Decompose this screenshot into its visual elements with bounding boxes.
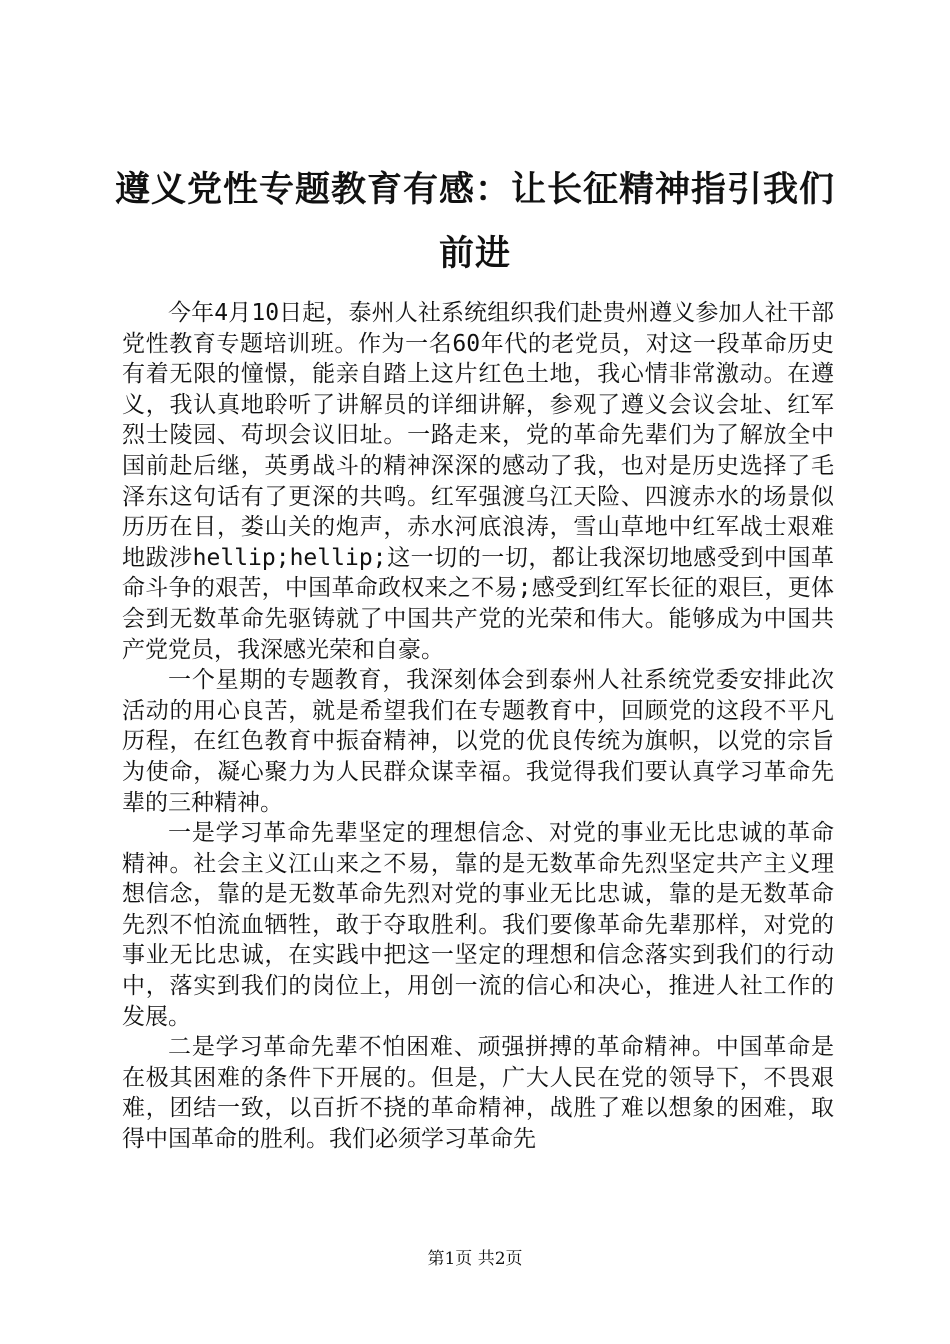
document-body bbox=[122, 298, 834, 1155]
page-number-footer: 第1页 共2页 bbox=[427, 1249, 523, 1269]
paragraph-1: 今年4月10日起，泰州人社系统组织我们赴贵州遵义参加人社干部党性教育专题培训班。作为一名60年代的老党员，对这一段革命历史有着无限的憧憬，能亲自踏上这片红色土地，我心情非常激动。在遵义，我认真地聆听了讲解员的详细讲解，参观了遵义会议会址、红军烈士陵园、苟坝会议旧址。一路走来，党的革命先辈们为了解放全中国前赴后继，英勇战斗的精神深深的感动了我，也对是历史选择了毛泽东这句话有了更深的共鸣。红军强渡乌江天险、四渡赤水的场景似历历在目，娄山关的炮声，赤水河底浪涛，雪山草地中红军战士艰难地跋涉hellip;hellip;这一切的一切，都让我深切地感受到中国革命斗争的艰苦，中国革命政权来之不易;感受到红军长征的艰巨，更体会到无数革命先驱铸就了中国共产党的光荣和伟大。能够成为中国共产党党员，我深感光荣和自豪。 bbox=[122, 300, 834, 663]
paragraph-3: 一是学习革命先辈坚定的理想信念、对党的事业无比忠诚的革命精神。社会主义江山来之不易，靠的是无数革命先烈坚定共产主义理想信念，靠的是无数革命先烈对党的事业无比忠诚，靠的是无数革命先烈不怕流血牺牲，敢于夺取胜利。我们要像革命先辈那样，对党的事业无比忠诚，在实践中把这一坚定的理想和信念落实到我们的行动中，落实到我们的岗位上，用创一流的信心和决心，推进人社工作的发展。 bbox=[122, 820, 834, 1030]
document-title: 遵义党性专题教育有感：让长征精神指引我们前进 bbox=[115, 169, 836, 274]
paragraph-4: 二是学习革命先辈不怕困难、顽强拼搏的革命精神。中国革命是在极其困难的条件下开展的。但是，广大人民在党的领导下，不畏艰难，团结一致，以百折不挠的革命精神，战胜了难以想象的困难，取得中国革命的胜利。我们必须学习革命先 bbox=[122, 1034, 834, 1153]
paragraph-2: 一个星期的专题教育，我深刻体会到泰州人社系统党委安排此次活动的用心良苦，就是希望我们在专题教育中，回顾党的这段不平凡历程，在红色教育中振奋精神，以党的优良传统为旗帜，以党的宗旨为使命，凝心聚力为人民群众谋幸福。我觉得我们要认真学习革命先辈的三种精神。 bbox=[122, 667, 834, 816]
